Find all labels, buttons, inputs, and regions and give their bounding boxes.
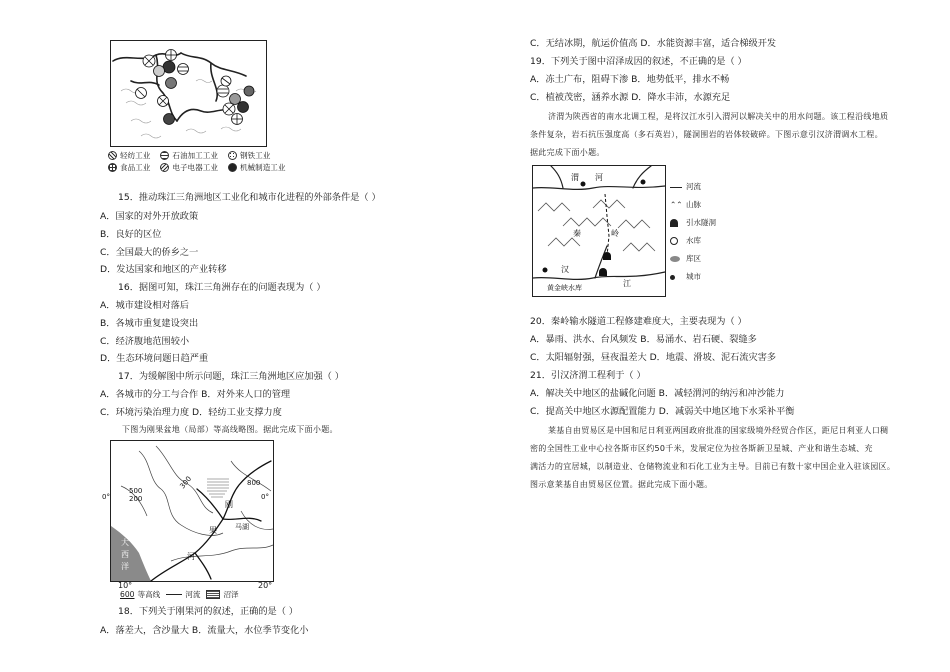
- dotted-circle-icon: [228, 151, 237, 160]
- reservoir-icon: [670, 237, 678, 245]
- legend-label: 电子电器工业: [172, 163, 218, 172]
- intro-water-project-1: 济渭为陕西省的南水北调工程，是将汉江水引入渭河以解决关中的用水问题。该工程沿线地质: [548, 112, 889, 121]
- legend-label: 钢铁工业: [239, 151, 271, 160]
- intro-lekki-4: 图示意莱基自由贸易区位置。据此完成下面小题。: [530, 480, 713, 489]
- industry-legend-row-2: [108, 162, 286, 173]
- latitude-label-left: 0°: [102, 493, 110, 501]
- question-18-option-ab[interactable]: A．落差大，含沙量大 B．流量大，水位季节变化小: [100, 625, 309, 636]
- legend-mountain: ⌃⌃ 山脉: [670, 196, 716, 214]
- reservoir-area-icon: [670, 256, 680, 262]
- legend-contour: [120, 589, 160, 600]
- solid-circle-icon: [228, 163, 237, 172]
- industry-distribution-map: [110, 40, 267, 147]
- question-20-option-ab[interactable]: A．暴雨、洪水、台风频发 B．易涌水、岩石硬、裂缝多: [530, 334, 757, 345]
- river-label-1: 刚: [225, 500, 233, 509]
- diversion-legend: [670, 178, 716, 286]
- question-21-stem: 21．引汉济渭工程利于（ ）: [530, 370, 646, 381]
- intro-lekki-1: 莱基自由贸易区是中国和尼日利亚两国政府批准的国家级境外经贸合作区，距尼日利亚人口稠: [548, 426, 889, 435]
- contour-label-300: 300: [178, 474, 194, 491]
- congo-legend: [120, 589, 239, 600]
- question-16-stem: 16．据图可知，珠江三角洲存在的问题表现为（ ）: [118, 282, 326, 293]
- question-15-option-d[interactable]: D．发达国家和地区的产业转移: [100, 264, 227, 275]
- question-16-option-d[interactable]: D．生态环境问题日趋严重: [100, 353, 209, 364]
- contour-sample-value: 600: [120, 590, 135, 599]
- legend-label: 石油加工工业: [172, 151, 218, 160]
- industry-legend-row-1: [108, 150, 270, 161]
- question-17-option-ab[interactable]: A．各城市的分工与合作 B．对外来人口的管理: [100, 389, 291, 400]
- legend-river: [166, 589, 200, 600]
- diversion-map-drawing: [533, 166, 665, 296]
- legend-item-food: [108, 162, 150, 173]
- swamp-icon: [206, 590, 220, 599]
- legend-reservoir-area: 库区: [670, 250, 716, 268]
- question-18-option-cd[interactable]: C．无结冰期，航运价值高 D．水能资源丰富，适合梯级开发: [530, 38, 777, 49]
- question-21-option-cd[interactable]: C．提高关中地区水源配置能力 D．减弱关中地区地下水采补平衡: [530, 406, 795, 417]
- industry-map-drawing: [111, 41, 266, 146]
- question-16-option-c[interactable]: C．经济腹地范围较小: [100, 336, 190, 347]
- question-15-option-b[interactable]: B．良好的区位: [100, 229, 162, 240]
- question-16-option-b[interactable]: B．各城市重复建设突出: [100, 318, 199, 329]
- question-19-option-ab[interactable]: A．冻土广布，阻碍下渗 B．地势低平，排水不畅: [530, 74, 730, 85]
- question-17-stem: 17．为缓解图中所示问题，珠江三角洲地区应加强（ ）: [118, 371, 344, 382]
- intro-congo-basin: 下图为刚果盆地（局部）等高线略图。据此完成下面小题。: [122, 425, 338, 434]
- intro-lekki-3: 满活力的宜居城，以制造业、仓储物流业和石化工业为主导。目前已有数十家中国企业入驻该园区。: [530, 462, 896, 471]
- intro-water-project-2: 条件复杂，岩石抗压强度高（多石英岩），隧洞围岩的岩体较破碎。下图示意引汉济渭调水工程。: [530, 130, 883, 139]
- legend-river: 河流: [670, 178, 716, 196]
- question-16-option-a[interactable]: A．城市建设相对落后: [100, 300, 189, 311]
- mountain-icon: ⌃⌃: [670, 200, 683, 209]
- qinling-label-2: 岭: [611, 229, 619, 238]
- contour-label-800: 800: [247, 479, 261, 487]
- legend-item-steel: [228, 150, 270, 161]
- river-label-3: 河: [187, 552, 195, 561]
- contour-label-200: 200: [129, 495, 143, 503]
- tunnel-icon: [670, 219, 678, 227]
- question-19-option-cd[interactable]: C．植被茂密，涵养水源 D．降水丰沛，水源充足: [530, 92, 731, 103]
- legend-label: 等高线: [137, 590, 161, 599]
- ocean-label-2: 西: [121, 550, 129, 559]
- legend-city: 城市: [670, 268, 716, 286]
- congo-map-drawing: [102, 441, 273, 581]
- legend-label: 河流: [185, 590, 201, 599]
- question-17-option-cd[interactable]: C．环境污染治理力度 D．轻纺工业支撑力度: [100, 407, 282, 418]
- congo-lon-right: 20°: [258, 581, 273, 590]
- intro-lekki-2: 密的全国性工业中心拉各斯市区约50千米，发展定位为拉各斯新卫星城、产业和谐生态城、充: [530, 444, 873, 453]
- contour-label-500: 500: [129, 487, 143, 495]
- legend-item-oil: [160, 150, 218, 161]
- latitude-label-right: 0°: [261, 493, 269, 501]
- legend-label: 机械制造工业: [239, 163, 286, 172]
- grid-circle-icon: [108, 163, 117, 172]
- river-line-icon: [166, 594, 182, 595]
- intro-water-project-3: 据此完成下面小题。: [530, 148, 605, 157]
- striped-circle-icon: [160, 151, 169, 160]
- question-15-option-c[interactable]: C．全国最大的侨乡之一: [100, 247, 199, 258]
- water-diversion-map: [532, 165, 666, 297]
- legend-label: 沼泽: [223, 590, 239, 599]
- question-19-stem: 19．下列关于图中沼泽成因的叙述，不正确的是（ ）: [530, 56, 747, 67]
- lake-label: 马湖: [235, 523, 249, 531]
- question-18-stem: 18．下列关于刚果河的叙述，正确的是（ ）: [118, 606, 298, 617]
- river-label-2: 果: [209, 526, 217, 535]
- legend-reservoir: 水库: [670, 232, 716, 250]
- question-15-stem: 15．推动珠江三角洲地区工业化和城市化进程的外部条件是（ ）: [118, 192, 381, 203]
- hatched-circle-icon: [108, 151, 117, 160]
- question-15-option-a[interactable]: A．国家的对外开放政策: [100, 211, 199, 222]
- congo-basin-contour-map: [102, 440, 274, 582]
- question-20-option-cd[interactable]: C．太阳辐射强，昼夜温差大 D．地震、滑坡、泥石流灾害多: [530, 352, 777, 363]
- question-20-stem: 20．秦岭输水隧道工程修建难度大，主要表现为（ ）: [530, 316, 747, 327]
- legend-item-electronics: [160, 162, 218, 173]
- legend-item-textile: [108, 150, 150, 161]
- city-dot-icon: [670, 275, 675, 280]
- ocean-label-3: 洋: [121, 562, 129, 571]
- ocean-label-1: 大: [121, 538, 129, 547]
- reservoir-label: 黄金峡水库: [547, 284, 582, 292]
- legend-swamp: [206, 589, 238, 600]
- qinling-label-1: 秦: [573, 229, 581, 238]
- legend-label: 轻纺工业: [120, 151, 151, 160]
- river-wei-label-1: 渭: [571, 173, 579, 182]
- river-line-icon: [670, 187, 682, 188]
- river-wei-label-2: 河: [595, 173, 603, 182]
- diagonal-circle-icon: [160, 163, 169, 172]
- legend-tunnel: 引水隧洞: [670, 214, 716, 232]
- congo-lon-left: 10°: [118, 581, 133, 590]
- legend-item-machinery: [228, 162, 286, 173]
- legend-label: 食品工业: [120, 163, 151, 172]
- river-han-label-2: 江: [623, 279, 631, 288]
- question-21-option-ab[interactable]: A．解决关中地区的盐碱化问题 B．减轻渭河的纳污和冲沙能力: [530, 388, 785, 399]
- river-han-label-1: 汉: [561, 265, 569, 274]
